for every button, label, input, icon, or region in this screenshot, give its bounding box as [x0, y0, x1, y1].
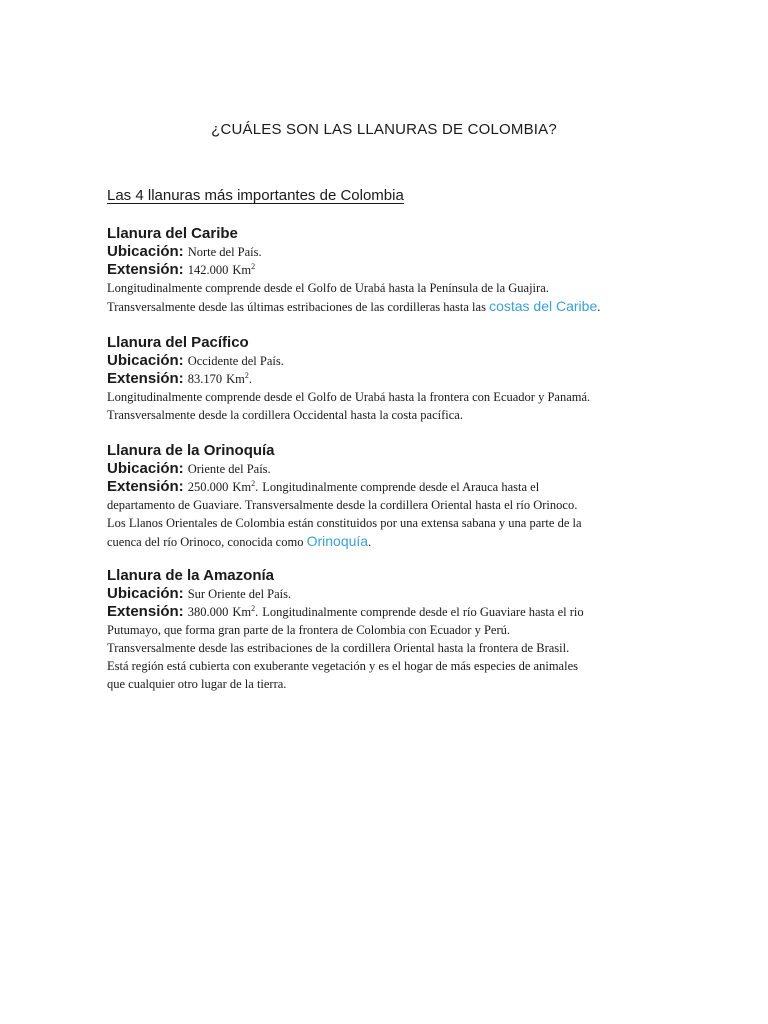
body-text: cuenca del río Orinoco, conocida como [107, 535, 304, 549]
body-text: Transversalmente desde las últimas estribaciones de las cordilleras hasta las [107, 300, 486, 314]
ubicacion-value: Norte del País. [187, 245, 262, 259]
ubicacion-label: Ubicación: [107, 460, 184, 477]
ubicacion-row [107, 585, 667, 603]
extension-value: 250.000 [187, 480, 229, 494]
extension-row [107, 478, 667, 496]
ubicacion-row [107, 460, 667, 478]
body-line: Los Llanos Orientales de Colombia están constituidos por una extensa sabana y una parte de la [107, 516, 582, 530]
period: . [248, 372, 252, 386]
page-subtitle: Las 4 llanuras más importantes de Colombia [107, 187, 404, 204]
unit-exponent: 2 [251, 604, 256, 613]
section-title: Llanura del Pacífico [107, 334, 249, 351]
period: . [255, 605, 259, 619]
ubicacion-value: Sur Oriente del País. [187, 587, 292, 601]
extension-label: Extensión: [107, 370, 184, 387]
section-amazonia [107, 566, 667, 693]
extension-row [107, 261, 667, 279]
body-line: que cualquier otro lugar de la tierra. [107, 677, 287, 691]
period: . [597, 300, 601, 314]
body-line [107, 297, 667, 316]
extension-row [107, 603, 667, 621]
unit-exponent: 2 [244, 371, 249, 380]
body-text: Longitudinalmente comprende desde el Arauca hasta el [262, 480, 540, 494]
ubicacion-label: Ubicación: [107, 243, 184, 260]
ubicacion-label: Ubicación: [107, 352, 184, 369]
ubicacion-label: Ubicación: [107, 585, 184, 602]
extension-value: 142.000 [187, 263, 229, 277]
section-body [107, 388, 667, 424]
section-title: Llanura de la Orinoquía [107, 442, 275, 459]
extension-label: Extensión: [107, 478, 184, 495]
unit-km: Km [232, 263, 252, 277]
section-pacifico [107, 333, 667, 424]
body-line: Putumayo, que forma gran parte de la frontera de Colombia con Ecuador y Perú. [107, 623, 510, 637]
body-line: Longitudinalmente comprende desde el Golfo de Urabá hasta la Península de la Guajira. [107, 281, 549, 295]
unit-exponent: 2 [251, 479, 256, 488]
section-title: Llanura de la Amazonía [107, 567, 274, 584]
link-costas-caribe[interactable]: costas del Caribe [489, 298, 598, 314]
ubicacion-value: Oriente del País. [187, 462, 271, 476]
ubicacion-value: Occidente del País. [187, 354, 284, 368]
section-title: Llanura del Caribe [107, 225, 238, 242]
body-text: Longitudinalmente comprende desde el río Guaviare hasta el rio [262, 605, 584, 619]
extension-row [107, 370, 667, 388]
extension-value: 83.170 [187, 372, 223, 386]
section-orinoquia [107, 441, 667, 551]
ubicacion-row [107, 352, 667, 370]
extension-label: Extensión: [107, 261, 184, 278]
body-line: Transversalmente desde las estribaciones de la cordillera Oriental hasta la frontera de Brasil. [107, 641, 570, 655]
period: . [255, 480, 259, 494]
section-caribe [107, 224, 667, 316]
section-body [107, 496, 667, 551]
unit-exponent: 2 [251, 262, 256, 271]
body-line: Longitudinalmente comprende desde el Golfo de Urabá hasta la frontera con Ecuador y Panamá. [107, 390, 591, 404]
extension-label: Extensión: [107, 603, 184, 620]
extension-value: 380.000 [187, 605, 229, 619]
body-line: Está región está cubierta con exuberante vegetación y es el hogar de más especies de animales [107, 659, 578, 673]
ubicacion-row [107, 243, 667, 261]
section-body [107, 279, 667, 316]
period: . [368, 535, 372, 549]
unit-km: Km [232, 480, 252, 494]
unit-km: Km [232, 605, 252, 619]
unit-km: Km [226, 372, 245, 386]
body-line [107, 532, 667, 551]
body-line: Transversalmente desde la cordillera Occidental hasta la costa pacífica. [107, 408, 463, 422]
section-body [107, 621, 667, 693]
page-title: ¿CUÁLES SON LAS LLANURAS DE COLOMBIA? [211, 121, 557, 138]
link-orinoquia[interactable]: Orinoquía [306, 533, 369, 549]
body-line: departamento de Guaviare. Transversalmente desde la cordillera Oriental hasta el río Orinoco. [107, 498, 578, 512]
